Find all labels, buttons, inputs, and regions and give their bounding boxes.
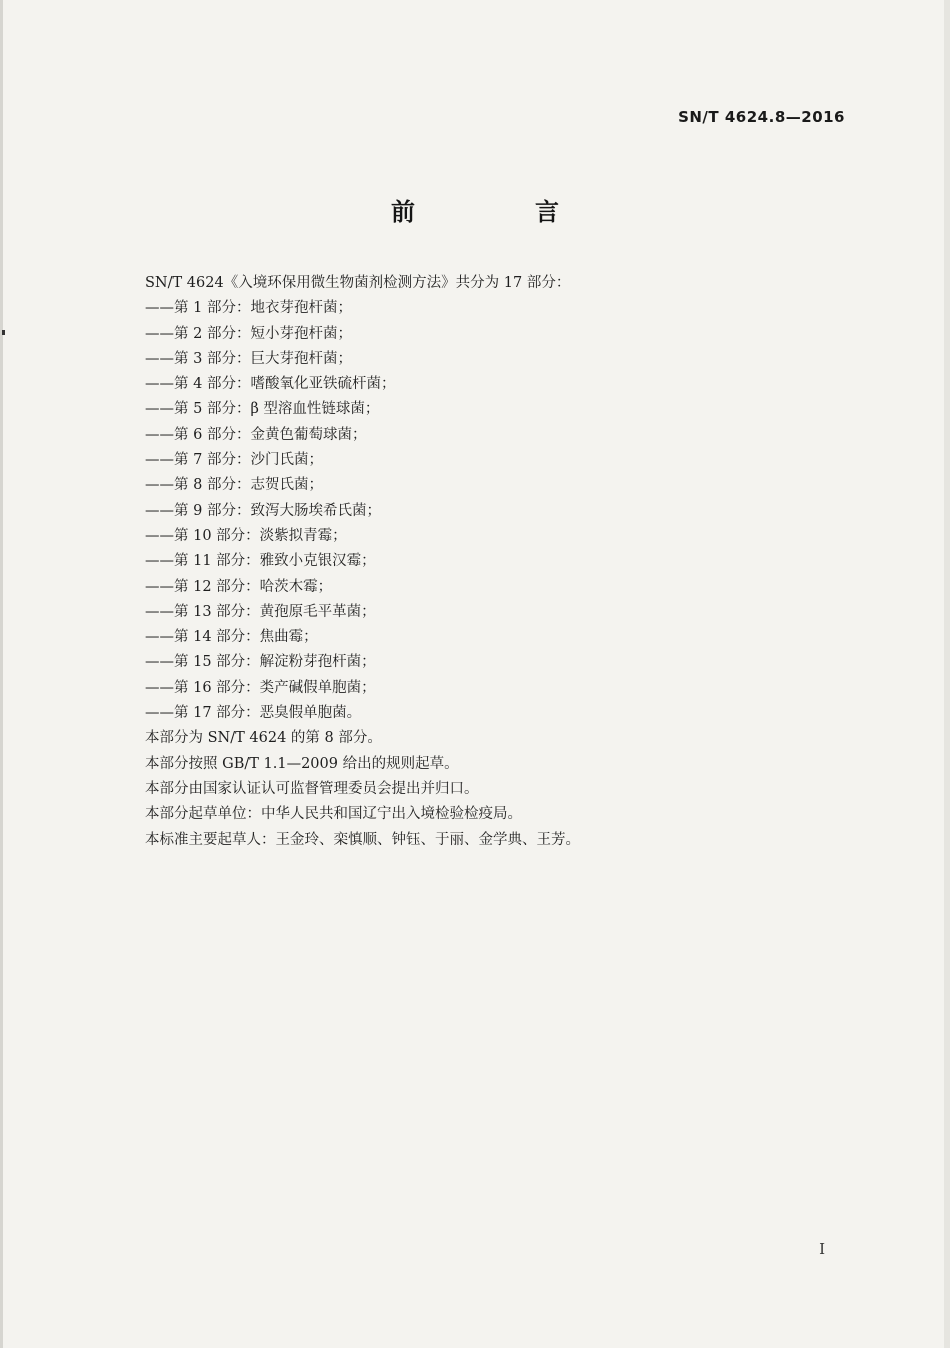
part-item: ——第 16 部分：类产碱假单胞菌；	[145, 679, 376, 696]
part-item: ——第 11 部分：雅致小克银汉霉；	[145, 553, 376, 570]
standard-code: SN/T 4624.8—2016	[678, 108, 845, 126]
part-item: ——第 15 部分：解淀粉芽孢杆菌；	[145, 654, 376, 671]
part-item: ——第 10 部分：淡紫拟青霉；	[145, 527, 347, 544]
statements	[145, 726, 845, 852]
foreword-body	[145, 271, 845, 853]
statement-line: 本部分由国家认证认可监督管理委员会提出并归口。	[145, 780, 479, 797]
statement-line: 本标准主要起草人：王金玲、栾慎顺、钟钰、于丽、金学典、王芳。	[145, 831, 580, 848]
part-item: ——第 17 部分：恶臭假单胞菌。	[145, 705, 362, 722]
part-item: ——第 4 部分：嗜酸氧化亚铁硫杆菌；	[145, 376, 396, 393]
part-item: ——第 1 部分：地衣芽孢杆菌；	[145, 300, 352, 317]
page-title: 前 言	[391, 198, 607, 226]
statement-line: 本部分起草单位：中华人民共和国辽宁出入境检验检疫局。	[145, 806, 522, 823]
intro-line: SN/T 4624《入境环保用微生物菌剂检测方法》共分为 17 部分：	[145, 275, 571, 291]
page-number: I	[819, 1240, 825, 1258]
parts-list	[145, 296, 845, 726]
scan-mark	[2, 330, 5, 335]
part-item: ——第 3 部分：巨大芽孢杆菌；	[145, 350, 352, 367]
part-item: ——第 14 部分：焦曲霉；	[145, 629, 318, 646]
part-item: ——第 2 部分：短小芽孢杆菌；	[145, 325, 352, 342]
part-item: ——第 6 部分：金黄色葡萄球菌；	[145, 426, 367, 443]
part-item: ——第 13 部分：黄孢原毛平革菌；	[145, 603, 376, 620]
part-item: ——第 12 部分：哈茨木霉；	[145, 578, 333, 595]
statement-line: 本部分为 SN/T 4624 的第 8 部分。	[145, 730, 382, 747]
part-item: ——第 9 部分：致泻大肠埃希氏菌；	[145, 502, 381, 519]
part-item: ——第 7 部分：沙门氏菌；	[145, 452, 323, 469]
part-item: ——第 5 部分：β 型溶血性链球菌；	[145, 401, 380, 418]
statement-line: 本部分按照 GB/T 1.1—2009 给出的规则起草。	[145, 755, 459, 772]
part-item: ——第 8 部分：志贺氏菌；	[145, 477, 323, 494]
